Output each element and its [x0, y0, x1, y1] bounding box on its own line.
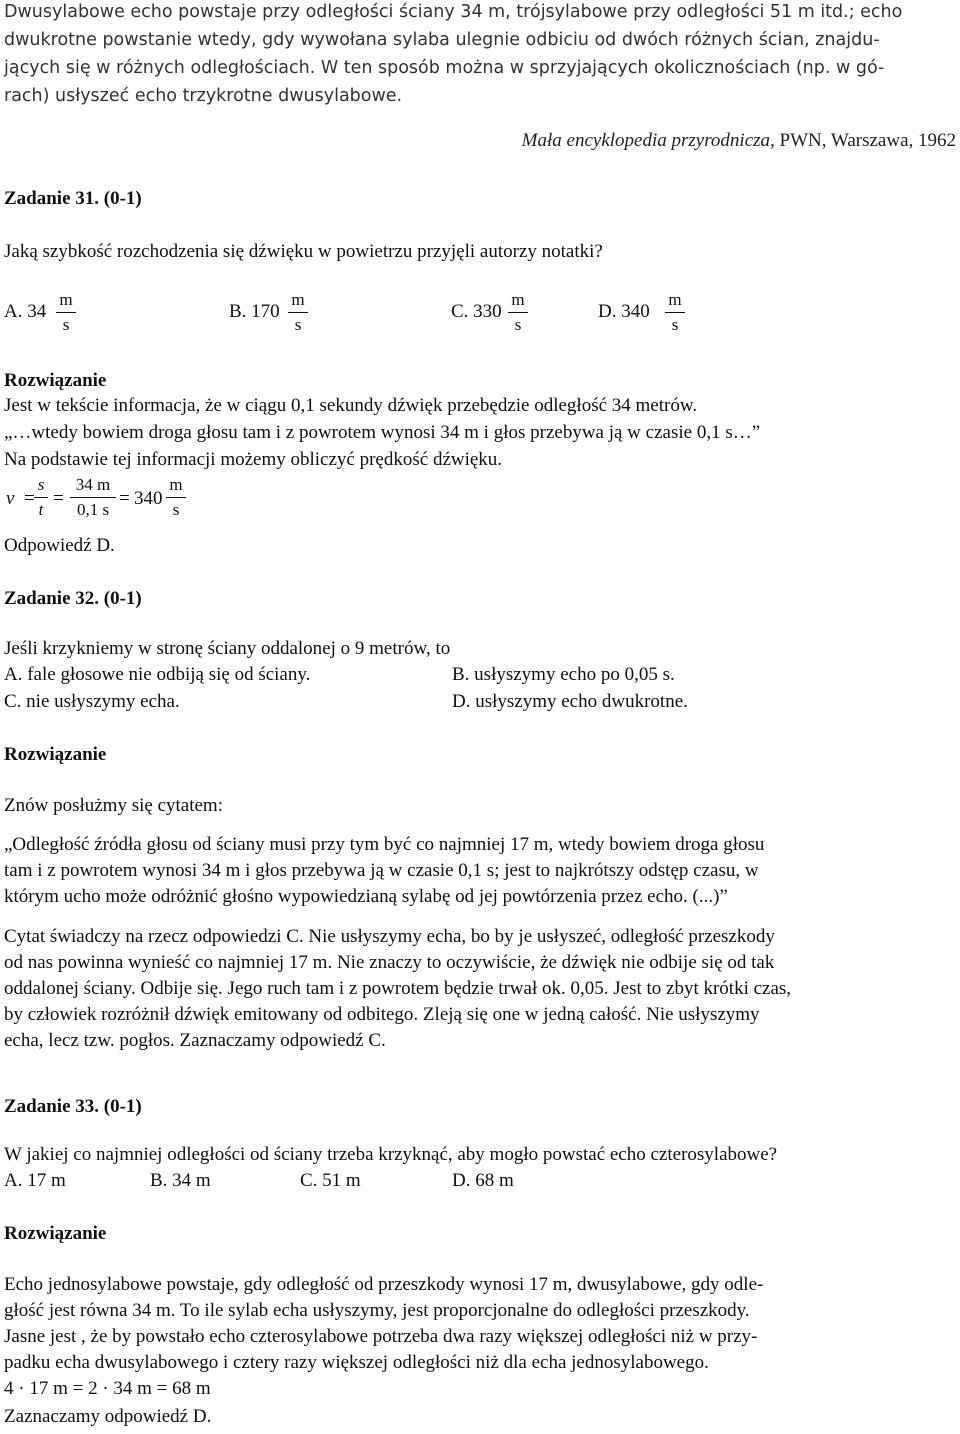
- intro-line: jących się w różnych odległościach. W ten sposób można w sprzyjających okolicznościach (np. w gó-: [4, 58, 885, 78]
- task-31-solution-heading: Rozwiązanie: [4, 370, 107, 391]
- unit-numerator: m: [59, 290, 73, 309]
- option-b-label: B. 170: [229, 301, 280, 322]
- formula-result: 340: [134, 488, 163, 509]
- formula-unit: [166, 475, 186, 520]
- task-32-explain-line: Cytat świadczy na rzecz odpowiedzi C. Nie usłyszymy echa, bo by je usłyszeć, odległość przeszkody: [4, 926, 775, 947]
- unit-denominator: s: [294, 315, 302, 334]
- intro-line: Dwusylabowe echo powstaje przy odległości ściany 34 m, trójsylabowe przy odległości 51 m itd.; echo: [4, 2, 903, 22]
- task-31-answer: Odpowiedź D.: [4, 535, 115, 556]
- task-32-explain-line: od nas powinna wynieść co najmniej 17 m. Nie znaczy to oczywiście, że dźwięk nie odbije się od tak: [4, 952, 775, 973]
- task-33-question: W jakiej co najmniej odległości od ściany trzeba krzyknąć, aby mogło powstać echo czterosylabowe?: [4, 1144, 778, 1165]
- quote-line: którym ucho może odróżnić głośno wypowiedzianą sylabę od jej powtórzenia przez echo. (...)”: [4, 886, 728, 907]
- unit-denominator: s: [172, 500, 180, 519]
- option-a: [4, 300, 46, 324]
- task-33-calculation: 4 · 17 m = 2 · 34 m = 68 m: [4, 1378, 211, 1399]
- option-d-label: D. 340: [598, 301, 650, 322]
- unit-numerator: m: [511, 290, 525, 309]
- task-33-explain-line: padku echa dwusylabowego i cztery razy większej odległości niż dla echa jednosylabowego.: [4, 1352, 709, 1373]
- task-32-explain-line: echa, lecz tzw. pogłos. Zaznaczamy odpowiedź C.: [4, 1030, 386, 1051]
- option-c-label: C. 330: [451, 301, 502, 322]
- option-b: [229, 300, 280, 324]
- unit-numerator: m: [169, 475, 183, 494]
- task-31-solution-line: Na podstawie tej informacji możemy obliczyć prędkość dźwięku.: [4, 449, 503, 470]
- unit-numerator: m: [668, 290, 682, 309]
- option-c: C. 51 m: [300, 1170, 361, 1191]
- option-c: [451, 300, 502, 324]
- task-31-solution-line: Jest w tekście informacja, że w ciągu 0,1 sekundy dźwięk przebędzie odległość 34 metrów.: [4, 395, 698, 416]
- task-32-solution-heading: Rozwiązanie: [4, 744, 107, 765]
- quote-intro: Znów posłużmy się cytatem:: [4, 795, 223, 816]
- formula-v: v: [6, 488, 15, 509]
- option-d-unit: [665, 290, 685, 335]
- task-33-explain-line: głość jest równa 34 m. To ile sylab echa usłyszymy, jest proporcjonalne do odległości przeszkody.: [4, 1300, 750, 1321]
- source-title: Mała encyklopedia przyrodnicza,: [521, 130, 775, 151]
- option-a: A. fale głosowe nie odbiją się od ściany.: [4, 664, 311, 685]
- source-publisher: PWN, Warszawa, 1962: [774, 130, 956, 151]
- task-31-question: Jaką szybkość rozchodzenia się dźwięku w powietrzu przyjęli autorzy notatki?: [4, 241, 603, 262]
- task-33-answer: Zaznaczamy odpowiedź D.: [4, 1406, 212, 1427]
- task-32-question: Jeśli krzykniemy w stronę ściany oddalonej o 9 metrów, to: [4, 638, 451, 659]
- formula-fraction-values: [70, 475, 116, 520]
- unit-denominator: s: [514, 315, 522, 334]
- formula-equals: =: [24, 488, 35, 509]
- quote-line: tam i z powrotem wynosi 34 m i głos przebywa ją w czasie 0,1 s; jest to najkrótszy odstęp czasu, w: [4, 860, 759, 881]
- fraction-denominator: t: [38, 500, 44, 519]
- option-b: B. usłyszymy echo po 0,05 s.: [452, 664, 675, 685]
- formula-equals: =: [53, 488, 64, 509]
- unit-denominator: s: [62, 315, 70, 334]
- task-33-explain-line: Jasne jest , że by powstało echo czterosylabowe potrzeba dwa razy większej odległości niż w przy-: [4, 1326, 758, 1347]
- option-c: C. nie usłyszymy echa.: [4, 691, 180, 712]
- formula-equals: =: [119, 488, 130, 509]
- task-33-explain-line: Echo jednosylabowe powstaje, gdy odległość od przeszkody wynosi 17 m, dwusylabowe, gdy odle-: [4, 1274, 764, 1295]
- task-31-solution-line: „…wtedy bowiem droga głosu tam i z powrotem wynosi 34 m i głos przebywa ją w czasie 0,1 s…”: [4, 422, 761, 443]
- intro-line: rach) usłyszeć echo trzykrotne dwusylabowe.: [4, 86, 403, 106]
- option-a: A. 17 m: [4, 1170, 66, 1191]
- task-31-heading: Zadanie 31. (0-1): [4, 188, 142, 209]
- task-32-explain-line: oddalonej ściany. Odbije się. Jego ruch tam i z powrotem będzie trwał ok. 0,05. Jest to zbyt krótki czas,: [4, 978, 792, 999]
- unit-numerator: m: [291, 290, 305, 309]
- task-33-solution-heading: Rozwiązanie: [4, 1223, 107, 1244]
- source-citation: [522, 130, 956, 152]
- task-32-heading: Zadanie 32. (0-1): [4, 588, 142, 609]
- task-33-heading: Zadanie 33. (0-1): [4, 1096, 142, 1117]
- task-32-explain-line: by człowiek rozróżnił dźwięk emitowany od odbitego. Zleją się one w jedną całość. Nie usłyszymy: [4, 1004, 760, 1025]
- fraction-numerator: s: [37, 475, 45, 494]
- fraction-denominator: 0,1 s: [76, 500, 110, 519]
- option-b-unit: [288, 290, 308, 335]
- option-d: D. 68 m: [452, 1170, 514, 1191]
- option-a-label: A. 34: [4, 301, 47, 322]
- intro-line: dwukrotne powstanie wtedy, gdy wywołana sylaba ulegnie odbiciu od dwóch różnych ścian, znajdu-: [4, 30, 880, 50]
- option-d: D. usłyszymy echo dwukrotne.: [452, 691, 688, 712]
- unit-denominator: s: [671, 315, 679, 334]
- option-c-unit: [508, 290, 528, 335]
- option-d: [598, 300, 650, 324]
- fraction-numerator: 34 m: [75, 475, 111, 494]
- formula-fraction-st: [34, 475, 48, 520]
- option-a-unit: [56, 290, 76, 335]
- option-b: B. 34 m: [150, 1170, 211, 1191]
- quote-line: „Odległość źródła głosu od ściany musi przy tym być co najmniej 17 m, wtedy bowiem droga głosu: [4, 834, 765, 855]
